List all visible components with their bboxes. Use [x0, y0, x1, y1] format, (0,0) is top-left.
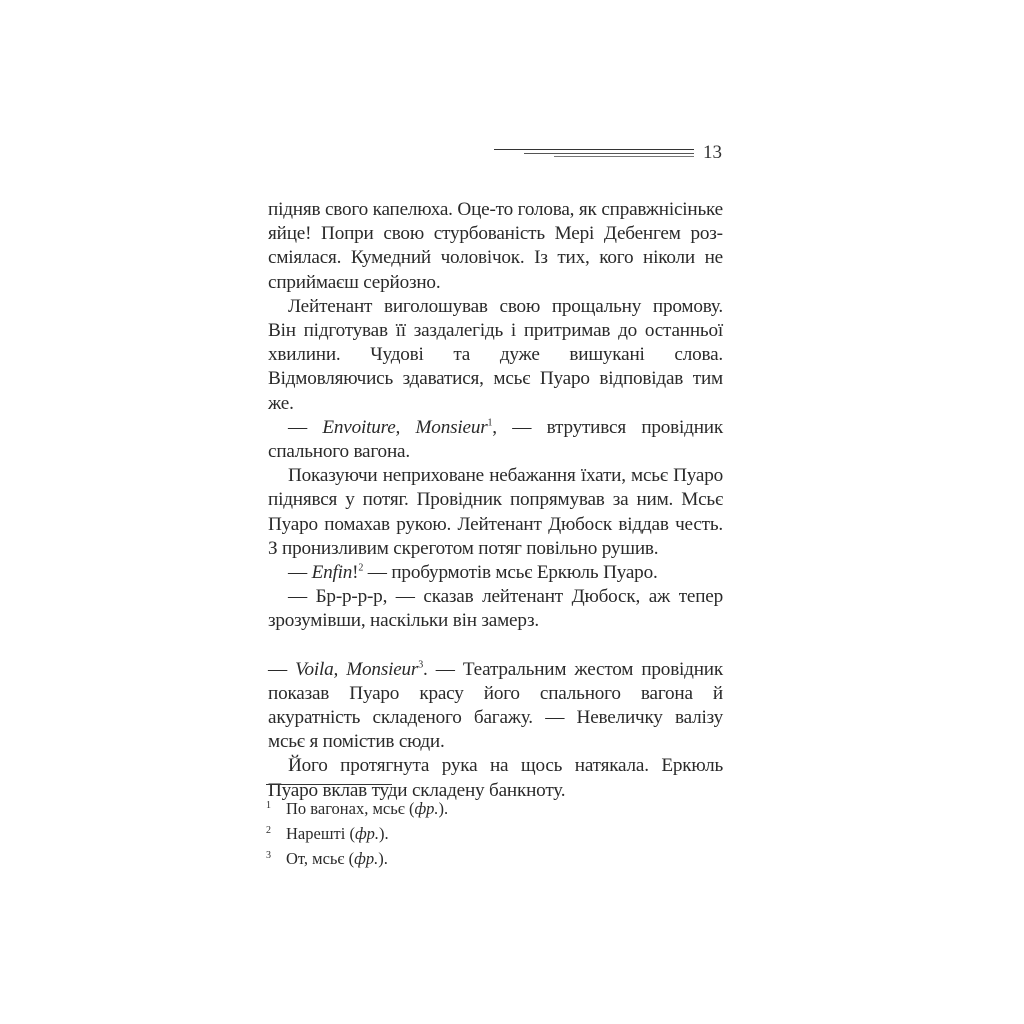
- footnote-separator: [266, 784, 392, 785]
- page-number: 13: [703, 142, 722, 163]
- header-rule-line: [524, 153, 694, 154]
- footnote-text: Нарешті (: [286, 824, 355, 843]
- footnote-text: По вагонах, мсьє (: [286, 799, 415, 818]
- dash: —: [288, 562, 312, 584]
- dialogue-paragraph: [268, 658, 723, 755]
- paragraph: Лейтенант виголошував свою прощальну промову. Він підготував її заздалегідь і притримав до останньої хвилини. Чудові та дуже вишукані слова. Відмовляючись здаватися, мсьє Пуаро відповідав тим же.: [268, 295, 723, 414]
- footnote-end: ).: [438, 799, 449, 818]
- footnote-text: От, мсьє (: [286, 849, 355, 868]
- footnote: [266, 820, 666, 845]
- footnotes: [266, 795, 666, 870]
- paragraph-text: . — Театральним жестом провідник показав Пуаро красу його спального вагона й акуратність складеного багажу. — Невеличку валізу мсьє я помістив сюди.: [268, 658, 724, 753]
- italic-phrase: Enfin: [311, 562, 353, 584]
- footnote-mark: 2: [358, 562, 364, 574]
- italic-phrase: Voila, Monsieur: [295, 658, 419, 680]
- footnote-end: ).: [379, 824, 389, 843]
- body-text: [268, 198, 723, 803]
- paragraph-text: — пробурмотів мсьє Еркюль Пуаро.: [363, 562, 658, 584]
- footnote-number: 2: [266, 825, 271, 836]
- header-rule-line: [554, 156, 694, 157]
- header-decorative-rule: [494, 149, 694, 157]
- paragraph: Показуючи неприховане небажання їхати, мсьє Пуаро піднявся у потяг. Провідник попрямував за ним. Мсьє Пуаро помахав рукою. Лейтенант Дюбоск віддав честь. З пронизливим скреготом потяг повільно рушив.: [268, 465, 723, 559]
- footnote-number: 3: [266, 850, 271, 861]
- footnote: [266, 845, 666, 870]
- dialogue-paragraph: [268, 416, 723, 464]
- footnote-end: ).: [378, 849, 388, 868]
- italic-phrase: Envoiture, Monsieur: [322, 416, 488, 438]
- paragraph: підняв свого капелюха. Оце-то голова, як справжнісіньке яйце! Попри свою стурбованість Мері Дебенгем розсміялася. Кумедний чоловічок. Із тих, кого ніколи не сприймаєш серйозно.: [268, 199, 723, 293]
- footnote: [266, 795, 666, 820]
- paragraph-text: , — втрутився провідник спального вагона.: [268, 416, 723, 463]
- paragraph: — Бр-р-р-р, — сказав лейтенант Дюбоск, аж тепер зрозумівши, наскільки він замерз.: [268, 586, 723, 632]
- footnote-mark: 3: [418, 659, 424, 671]
- footnote-lang: фр.: [414, 799, 439, 818]
- exclamation: !: [352, 562, 359, 584]
- header-rule-line: [494, 149, 694, 150]
- dash: —: [288, 416, 323, 438]
- dialogue-paragraph: [268, 561, 723, 585]
- footnote-lang: фр.: [354, 824, 380, 843]
- footnote-lang: фр.: [354, 849, 379, 868]
- footnote-number: 1: [266, 800, 271, 811]
- paragraph: Його протягнута рука на щось натякала. Еркюль Пуаро вклав туди складену банкноту.: [268, 755, 723, 801]
- dash: —: [268, 658, 296, 680]
- footnote-mark: 1: [487, 417, 493, 429]
